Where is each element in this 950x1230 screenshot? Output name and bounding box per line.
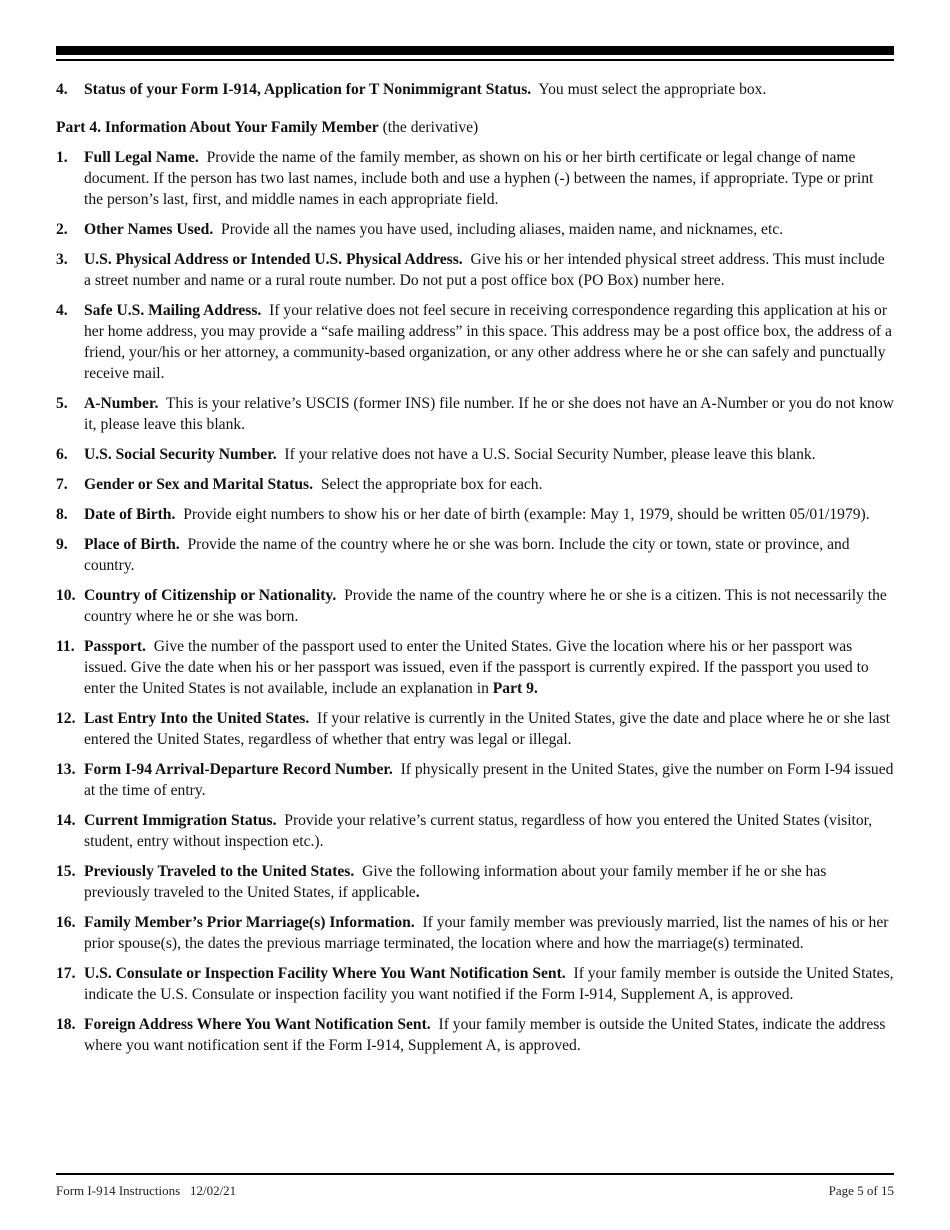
item-body — [84, 474, 894, 495]
item-title: Passport. — [84, 638, 146, 655]
part-heading — [56, 117, 894, 138]
list-item — [56, 708, 894, 750]
item-number: 6. — [56, 446, 68, 463]
list-item — [56, 636, 894, 699]
list-item — [56, 810, 894, 852]
item-body — [84, 585, 894, 627]
header-rule-thin — [56, 59, 894, 61]
item-body — [84, 444, 894, 465]
list-item — [56, 147, 894, 210]
list-item — [56, 504, 894, 525]
list-item — [56, 861, 894, 903]
item-title: Form I-94 Arrival-Departure Record Number. — [84, 761, 393, 778]
item-text: If physically present in the United States, give the number on Form I-94 issued at the time of entry. — [84, 761, 894, 799]
item-number: 9. — [56, 536, 68, 553]
item-text: Give his or her intended physical street address. This must include a street number and name or a rural route number. Do not put a post office box (PO Box) number here. — [84, 251, 885, 289]
part-title: Part 4. Information About Your Family Member — [56, 119, 379, 136]
item-text: Provide the name of the country where he or she was born. Include the city or town, state or province, and country. — [84, 536, 850, 574]
list-item — [56, 1014, 894, 1056]
item-body — [84, 912, 894, 954]
list-item — [56, 585, 894, 627]
list-item — [56, 219, 894, 240]
item-body — [84, 708, 894, 750]
item-number: 1. — [56, 149, 68, 166]
item-title: Gender or Sex and Marital Status. — [84, 476, 314, 493]
list-item — [56, 759, 894, 801]
item-number: 2. — [56, 221, 68, 238]
status-item — [56, 79, 894, 100]
item-title: Last Entry Into the United States. — [84, 710, 310, 727]
page-footer — [56, 1183, 894, 1199]
item-text: If your relative is currently in the United States, give the date and place where he or she last entered the United States, regardless of whether that entry was legal or illegal. — [84, 710, 890, 748]
item-body — [84, 300, 894, 384]
item-number: 17. — [56, 965, 76, 982]
list-item — [56, 534, 894, 576]
item-text: This is your relative’s USCIS (former INS) file number. If he or she does not have an A-Number or you do not know it, please leave this blank. — [84, 395, 894, 433]
item-text: Give the following information about your family member if he or she has previously traveled to the United States, if applicable — [84, 863, 827, 901]
item-number: 7. — [56, 476, 68, 493]
item-number: 14. — [56, 812, 76, 829]
item-text: Select the appropriate box for each. — [320, 476, 543, 493]
item-body — [84, 963, 894, 1005]
item-text: If your relative does not feel secure in receiving correspondence regarding this application at his or her home address, you may provide a “safe mailing address” in this space. This address may be a post office box, the address of a friend, your/his or her attorney, a community-based organization, or any other address where he or she can safely and punctually receive mail. — [84, 302, 892, 382]
item-title: Full Legal Name. — [84, 149, 199, 166]
item-number: 10. — [56, 587, 76, 604]
page-number: Page 5 of 15 — [828, 1183, 894, 1198]
item-text: If your family member was previously married, list the names of his or her prior spouse(s), the dates the previous marriage terminated, the location where and how the marriage(s) terminated. — [84, 914, 889, 952]
list-item — [56, 474, 894, 495]
list-item — [56, 393, 894, 435]
item-body — [84, 810, 894, 852]
item-title: Other Names Used. — [84, 221, 214, 238]
item-body — [84, 219, 894, 240]
item-body — [84, 79, 894, 100]
item-text: Provide all the names you have used, including aliases, maiden name, and nicknames, etc. — [221, 221, 784, 238]
item-text: Provide eight numbers to show his or her date of birth (example: May 1, 1979, should be written 05/01/1979). — [183, 506, 870, 523]
item-title: Foreign Address Where You Want Notification Sent. — [84, 1016, 431, 1033]
list-item — [56, 912, 894, 954]
item-body — [84, 249, 894, 291]
item-title: Safe U.S. Mailing Address. — [84, 302, 262, 319]
item-title: U.S. Consulate or Inspection Facility Where You Want Notification Sent. — [84, 965, 566, 982]
item-title: Country of Citizenship or Nationality. — [84, 587, 337, 604]
item-title: U.S. Social Security Number. — [84, 446, 277, 463]
item-text: You must select the appropriate box. — [538, 81, 767, 98]
item-reference: Part 9. — [492, 680, 538, 697]
item-title: Date of Birth. — [84, 506, 176, 523]
item-number: 15. — [56, 863, 76, 880]
list-item — [56, 963, 894, 1005]
instructions-content — [56, 79, 894, 1056]
item-text: If your family member is outside the United States, indicate the address where you want notification sent if the Form I-914, Supplement A, is approved. — [84, 1016, 886, 1054]
list-item — [56, 444, 894, 465]
item-text: If your relative does not have a U.S. Social Security Number, please leave this blank. — [284, 446, 816, 463]
item-list — [56, 147, 894, 1056]
item-body — [84, 1014, 894, 1056]
item-body — [84, 861, 894, 903]
item-body — [84, 393, 894, 435]
item-reference: . — [415, 884, 420, 901]
item-body — [84, 636, 894, 699]
list-item — [56, 249, 894, 291]
item-text: If your family member is outside the United States, indicate the U.S. Consulate or inspection facility you want notified if the Form I-914, Supplement A, is approved. — [84, 965, 894, 1003]
item-text: Give the number of the passport used to enter the United States. Give the location where his or her passport was issued. Give the date when his or her passport was issued, even if the passport is currently expired. If the passport you used to enter the United States is not available, include an explanation in — [84, 638, 869, 697]
item-title: U.S. Physical Address or Intended U.S. Physical Address. — [84, 251, 463, 268]
item-title: Current Immigration Status. — [84, 812, 277, 829]
list-item — [56, 300, 894, 384]
part-subtitle: (the derivative) — [378, 119, 479, 136]
item-text: Provide your relative’s current status, regardless of how you entered the United States (visitor, student, entry without inspection etc.). — [84, 812, 873, 850]
item-title: Previously Traveled to the United States. — [84, 863, 355, 880]
item-number: 3. — [56, 251, 68, 268]
item-number: 18. — [56, 1016, 76, 1033]
form-edition: Form I-914 Instructions 12/02/21 — [56, 1183, 237, 1198]
item-body — [84, 759, 894, 801]
item-number: 12. — [56, 710, 76, 727]
item-number: 4. — [56, 81, 68, 98]
item-number: 11. — [56, 638, 75, 655]
item-text: Provide the name of the family member, as shown on his or her birth certificate or legal change of name document. If the person has two last names, include both and use a hyphen (-) between the names, if appropriate. Type or print the person’s last, first, and middle names in each appropriate field. — [84, 149, 874, 208]
item-number: 13. — [56, 761, 76, 778]
item-number: 4. — [56, 302, 68, 319]
footer-rule — [56, 1173, 894, 1175]
header-rule-thick — [56, 46, 894, 55]
item-title: A-Number. — [84, 395, 159, 412]
item-body — [84, 504, 894, 525]
item-title: Family Member’s Prior Marriage(s) Information. — [84, 914, 415, 931]
item-number: 8. — [56, 506, 68, 523]
item-title: Place of Birth. — [84, 536, 180, 553]
item-number: 5. — [56, 395, 68, 412]
item-number: 16. — [56, 914, 76, 931]
item-body — [84, 147, 894, 210]
item-title: Status of your Form I-914, Application for T Nonimmigrant Status. — [84, 81, 532, 98]
item-body — [84, 534, 894, 576]
item-text: Provide the name of the country where he or she is a citizen. This is not necessarily the country where he or she was born. — [84, 587, 887, 625]
